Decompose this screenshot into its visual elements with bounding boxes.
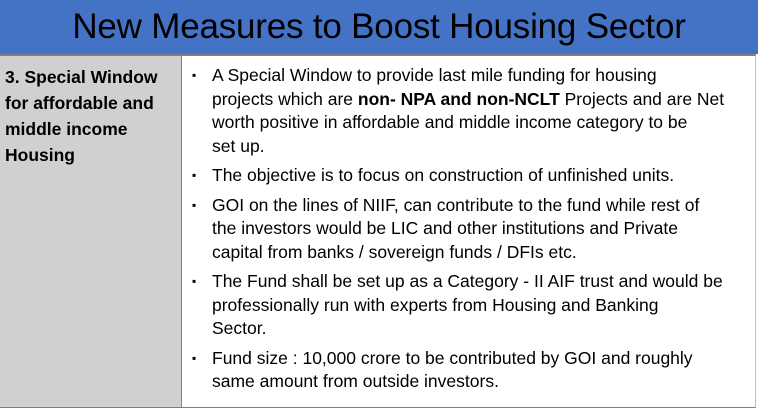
bullet-line [212,194,749,218]
bullet-line [212,111,749,135]
bullet-line [212,270,749,294]
bullet-line [212,241,749,265]
measures-table [0,54,756,408]
row-heading-line: for affordable and [5,93,154,113]
bullet-line [212,370,749,394]
bullet-point [190,347,749,394]
bullet-line [212,64,749,88]
bullet-text: A Special Window to provide last mile funding for housing [212,65,657,85]
bullet-line [212,164,749,188]
bullet-point [190,164,749,188]
bullet-text: worth positive in affordable and middle income category to be [212,112,688,132]
bullet-line [212,317,749,341]
title-bar [0,0,758,54]
bullet-text: GOI on the lines of NIIF, can contribute to the fund while rest of [212,194,700,215]
bullet-text: Sector. [212,318,267,338]
bullet-line [212,88,749,112]
bullet-line [212,294,749,318]
bullet-line [212,217,749,241]
bullet-point [190,64,749,158]
bullet-text: set up. [212,135,265,156]
bullet-list [190,64,749,394]
bullet-text: projects which are [212,88,358,109]
bullet-line [212,135,749,159]
bullet-line [212,347,749,371]
bullet-text: same amount from outside investors. [212,371,499,391]
slide-title: New Measures to Boost Housing Sector [72,7,686,46]
square-bullet-icon: ▪ [192,168,197,182]
bullet-text: professionally run with experts from Housing and Banking [212,294,659,315]
row-heading-line: middle income [5,119,128,139]
square-bullet-icon: ▪ [192,68,197,82]
bullet-text: capital from banks / sovereign funds / DFIs etc. [212,241,577,262]
row-heading-line: 3. Special Window [5,67,158,87]
square-bullet-icon: ▪ [192,350,197,365]
square-bullet-icon: ▪ [192,197,197,212]
bullet-text: The Fund shall be set up as a Category - II AIF trust and would be [212,271,723,291]
row-details-cell [182,56,755,407]
bullet-point [190,270,749,341]
square-bullet-icon: ▪ [192,274,197,288]
bullet-bold-text: non- NPA and non-NCLT [357,88,560,109]
row-heading-line: Housing [5,145,75,165]
bullet-point [190,194,749,265]
bullet-text: The objective is to focus on construction of unfinished units. [212,165,675,185]
row-heading-cell [0,56,182,407]
bullet-text: Projects and are Net [559,88,725,109]
bullet-text: the investors would be LIC and other institutions and Private [212,218,678,238]
bullet-text: Fund size : 10,000 crore to be contributed by GOI and roughly [212,347,693,368]
